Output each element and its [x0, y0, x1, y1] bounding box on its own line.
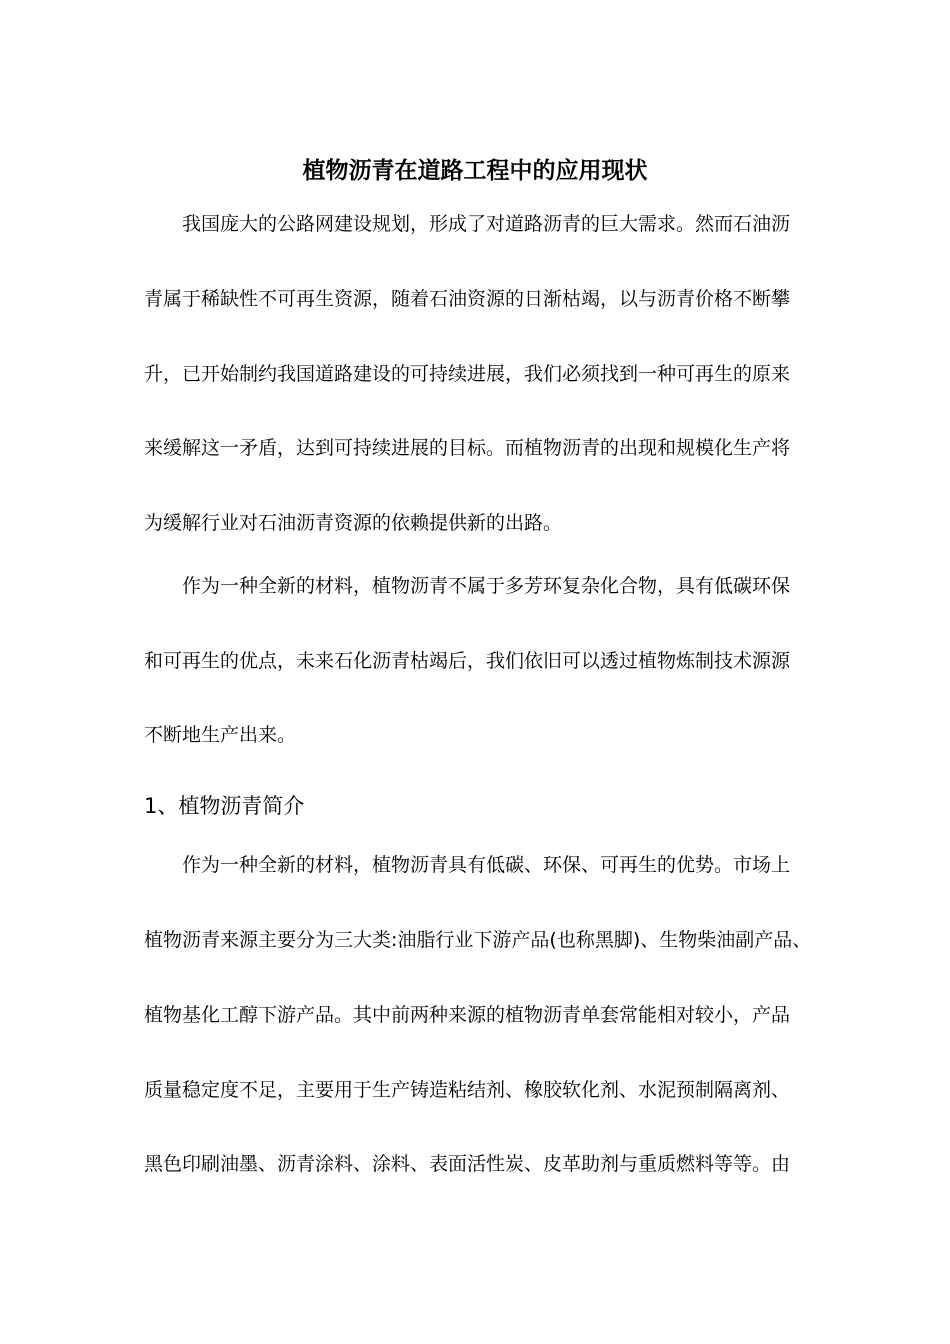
paragraph-1-line-1: 我国庞大的公路网建设规划，形成了对道路沥青的巨大需求。然而石油沥 — [182, 213, 791, 235]
document-title: 植物沥青在道路工程中的应用现状 — [302, 158, 648, 184]
paragraph-3-line-3: 植物基化工醇下游产品。其中前两种来源的植物沥青单套常能相对较小，产品 — [144, 1004, 791, 1026]
paragraph-2-line-2: 和可再生的优点，未来石化沥青枯竭后，我们依旧可以透过植物炼制技术源源 — [144, 650, 791, 672]
paragraph-1-line-4: 来缓解这一矛盾，达到可持续进展的目标。而植物沥青的出现和规模化生产将 — [144, 437, 791, 459]
paragraph-1-line-2: 青属于稀缺性不可再生资源，随着石油资源的日渐枯竭，以与沥青价格不断攀 — [144, 288, 791, 310]
paragraph-3-line-5: 黑色印刷油墨、沥青涂料、涂料、表面活性炭、皮革助剂与重质燃料等等。由 — [144, 1153, 791, 1175]
section-1-heading: 1、植物沥青简介 — [144, 794, 305, 818]
paragraph-1-line-5: 为缓解行业对石油沥青资源的依赖提供新的出路。 — [144, 512, 563, 534]
paragraph-3-line-4: 质量稳定度不足，主要用于生产铸造粘结剂、橡胶软化剂、水泥预制隔离剂、 — [144, 1079, 791, 1101]
paragraph-3-line-1: 作为一种全新的材料，植物沥青具有低碳、环保、可再生的优势。市场上 — [182, 854, 791, 876]
paragraph-2-line-3: 不断地生产出来。 — [144, 724, 297, 746]
paragraph-2-line-1: 作为一种全新的材料，植物沥青不属于多芳环复杂化合物，具有低碳环保 — [182, 575, 791, 597]
paragraph-1-line-3: 升，已开始制约我国道路建设的可持续进展，我们必须找到一种可再生的原来 — [144, 363, 791, 385]
paragraph-3-line-2: 植物沥青来源主要分为三大类:油脂行业下游产品(也称黑脚)、生物柴油副产品、 — [144, 929, 812, 951]
